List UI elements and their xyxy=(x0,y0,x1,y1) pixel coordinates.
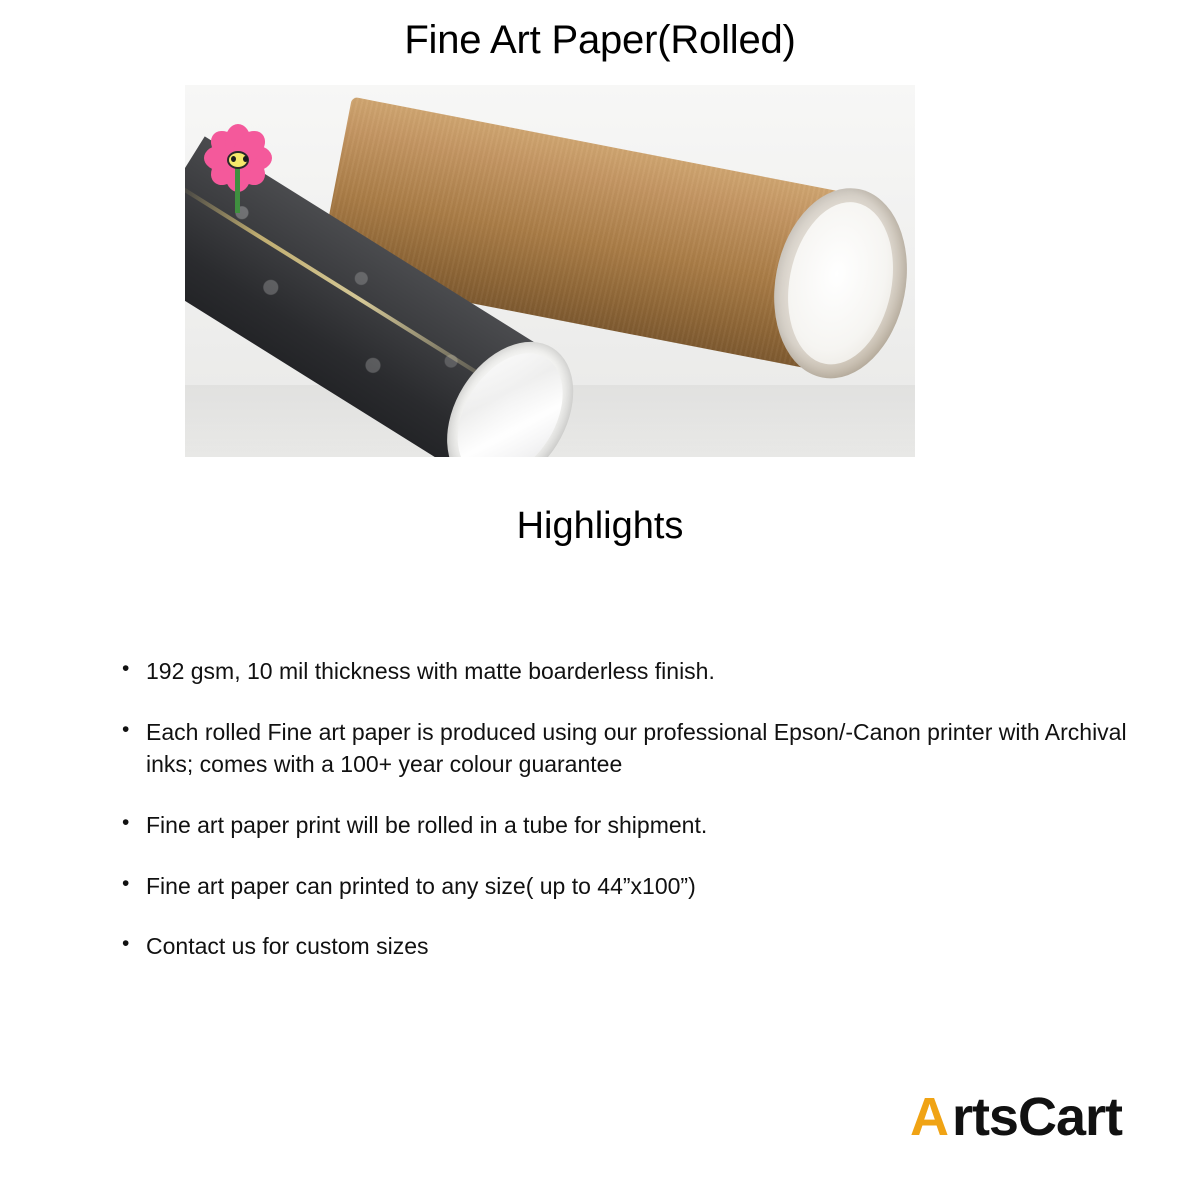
list-item: • Fine art paper print will be rolled in a tube for shipment. xyxy=(118,809,1128,842)
flower-eye-right xyxy=(243,156,248,162)
brand-logo-mark: A xyxy=(909,1087,948,1147)
product-photo-canvas xyxy=(185,85,915,457)
list-item: • Contact us for custom sizes xyxy=(118,930,1128,963)
list-item: • Each rolled Fine art paper is produced using our professional Epson/-Canon printer with Archival inks; comes with a 100+ year colour guarantee xyxy=(118,716,1128,781)
product-image xyxy=(185,85,915,457)
page-title: Fine Art Paper(Rolled) xyxy=(404,18,796,62)
flower-stem xyxy=(235,167,240,213)
list-item: • 192 gsm, 10 mil thickness with matte boarderless finish. xyxy=(118,655,1128,688)
brand-logo xyxy=(910,1086,1122,1148)
list-item: • Fine art paper can printed to any size( up to 44”x100”) xyxy=(118,870,1128,903)
brand-logo-text: rtsCart xyxy=(951,1087,1122,1147)
flower-artwork-icon xyxy=(193,105,283,215)
highlights-heading: Highlights xyxy=(516,505,684,547)
highlights-list xyxy=(118,655,1128,991)
flower-eye-left xyxy=(231,156,236,162)
